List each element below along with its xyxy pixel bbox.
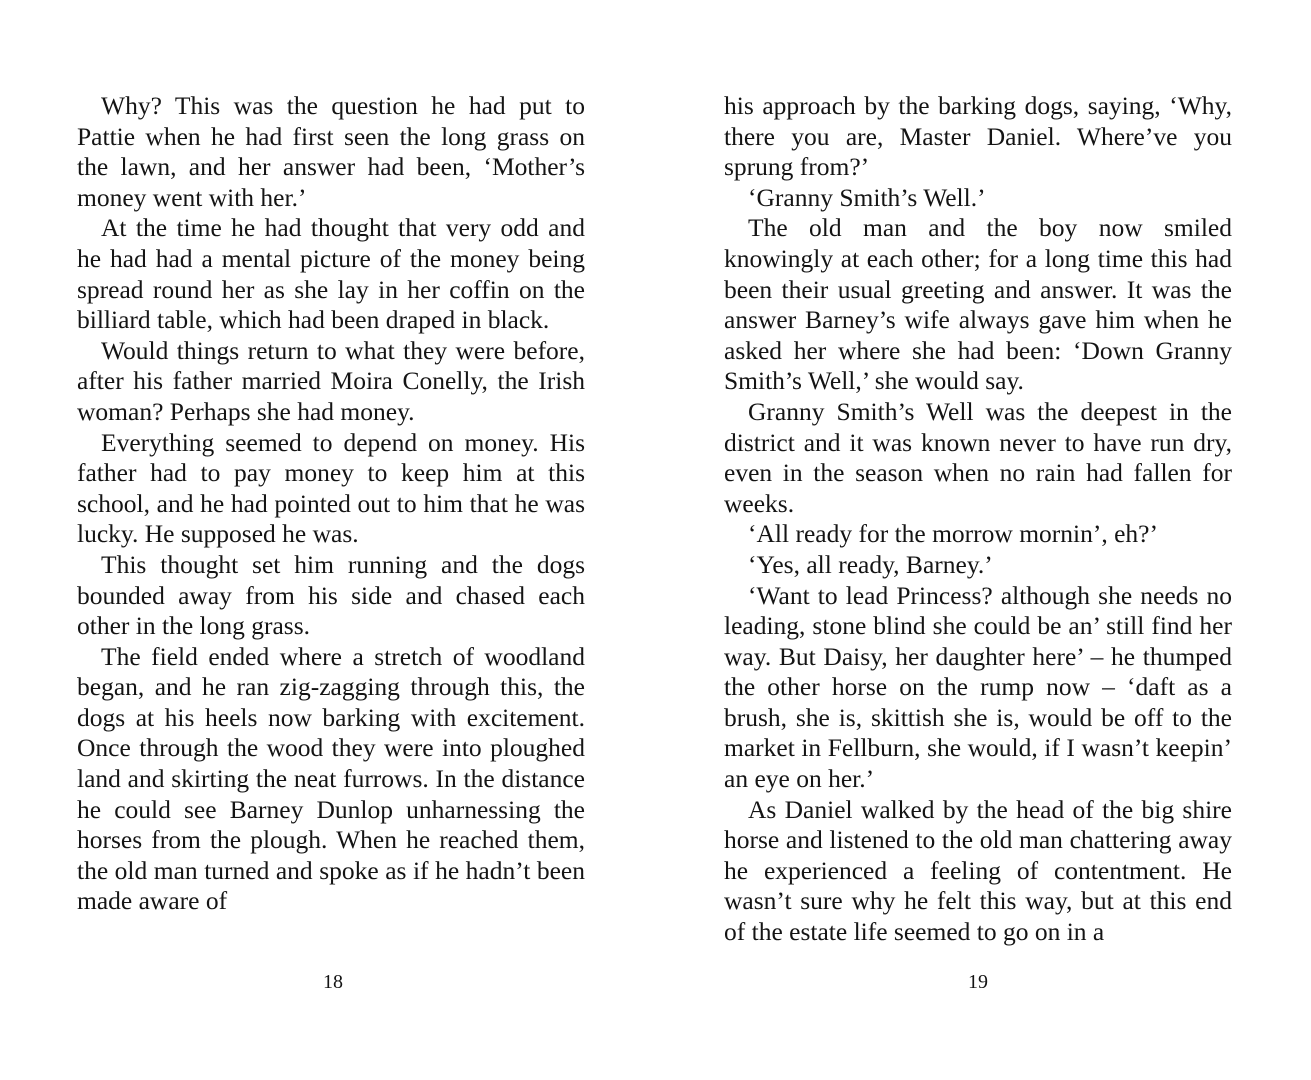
- paragraph-continued: his approach by the barking dogs, saying, ‘Why, there you are, Master Daniel. Where’ve you sprung from?’: [724, 91, 1232, 182]
- paragraph: At the time he had thought that very odd and he had had a mental picture of the money being spread round her as she lay in her coffin on the billiard table, which had been draped in black.: [77, 213, 585, 335]
- paragraph: This thought set him running and the dogs bounded away from his side and chased each other in the long grass.: [77, 549, 585, 641]
- paragraph: The old man and the boy now smiled knowingly at each other; for a long time this had been their usual greeting and answer. It was the answer Barney’s wife always gave him when he asked her where she had been: ‘Down Granny Smith’s Well,’ she would say.: [724, 213, 1232, 396]
- page-number-right: 19: [968, 971, 988, 993]
- paragraph: Granny Smith’s Well was the deepest in the district and it was known never to have run dry, even in the season when no rain had fallen for weeks.: [724, 396, 1232, 518]
- left-page: [77, 91, 585, 917]
- page-number-left: 18: [323, 971, 343, 993]
- paragraph: Everything seemed to depend on money. His father had to pay money to keep him at this school, and he had pointed out to him that he was lucky. He supposed he was.: [77, 427, 585, 549]
- paragraph: ‘All ready for the morrow mornin’, eh?’: [748, 519, 1158, 549]
- paragraph: The field ended where a stretch of woodland began, and he ran zig-zagging through this, the dogs at his heels now barking with excitement. Once through the wood they were into ploughed land and skirting the neat furrows. In the distance he could see Barney Dunlop unharnessing the horses from the plough. When he reached them, the old man turned and spoke as if he hadn’t been made aware of: [77, 641, 585, 916]
- paragraph: As Daniel walked by the head of the big shire horse and listened to the old man chattering away he experienced a feeling of contentment. He wasn’t sure why he felt this way, but at this end of the estate life seemed to go on in a: [724, 794, 1232, 947]
- paragraph: ‘Want to lead Princess? although she needs no leading, stone blind she could be an’ still find her way. But Daisy, her daughter here’ – he thumped the other horse on the rump now – ‘daft as a brush, she is, skittish she is, would be off to the market in Fellburn, she would, if I wasn’t keepin’ an eye on her.’: [724, 580, 1232, 794]
- paragraph: ‘Granny Smith’s Well.’: [748, 182, 986, 212]
- paragraph: ‘Yes, all ready, Barney.’: [748, 549, 993, 579]
- paragraph: Why? This was the question he had put to Pattie when he had first seen the long grass on the lawn, and her answer had been, ‘Mother’s money went with her.’: [77, 91, 585, 212]
- right-page: [724, 91, 1232, 948]
- right-page-body: [724, 91, 1232, 948]
- paragraph: Would things return to what they were before, after his father married Moira Conelly, the Irish woman? Perhaps she had money.: [77, 335, 585, 426]
- left-page-body: [77, 91, 585, 917]
